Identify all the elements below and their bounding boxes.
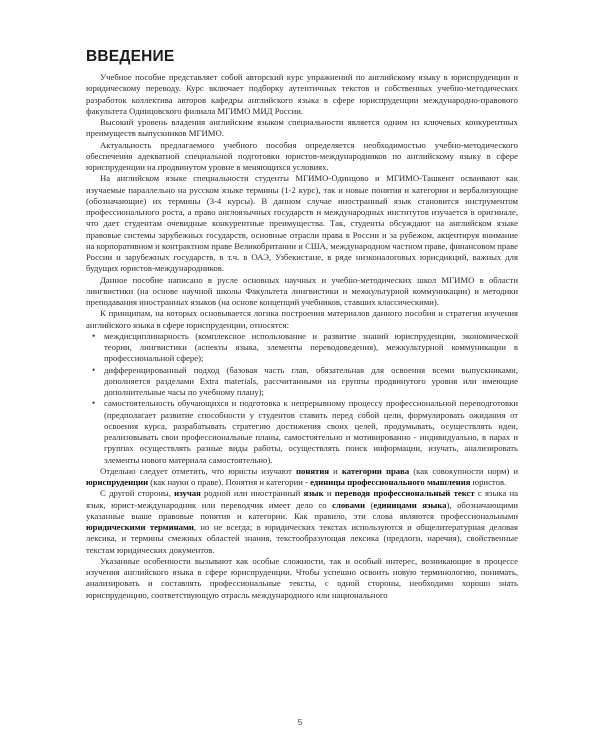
bold-term: юридическими терминами <box>86 522 194 532</box>
bold-term: словами <box>332 499 365 510</box>
bold-term: переводя профессиональный текст <box>334 488 475 499</box>
text-run: , но не всегда; в юридических текстах используются и общелитературная деловая лексика, и термины смежных областей знания, текстообразующая лексика (предлоги, наречия), свойственные текстам юридических документов. <box>86 522 519 555</box>
paragraph: Высокий уровень владения английским языком специальности является одним из ключевых конкурентных преимуществ выпускников МГИМО. <box>86 117 518 139</box>
paragraph: Актуальность предлагаемого учебного пособия определяется необходимостью учебно-методического обеспечения адекватной специальной подготовки юристов-международников по английскому языку в сфере юриспруденции на продвинутом уровне в меняющихся условиях. <box>86 139 518 172</box>
bold-term: изучая <box>174 488 201 499</box>
text-run: юристов. <box>470 477 507 487</box>
paragraph: Указанные особенности вызывают как особые сложности, так и особый интерес, возникающие в процессе изучения английского языка в сфере юриспруденции. Чтобы успешно освоить новую терминологию, понимать, анализировать и составлять профессиональные тексты, с одной стороны, необходимо хорошо знать юриспруденцию, соответствующую отрасль международного или национального <box>86 555 518 600</box>
list-item <box>86 331 518 365</box>
text-run: С другой стороны, <box>100 488 175 499</box>
paragraph <box>86 488 518 556</box>
text-run: (как науки о праве). Понятия и категории - <box>148 477 311 487</box>
list-item <box>86 398 518 466</box>
bold-term: юриспруденции <box>86 477 149 487</box>
text-run: с языка на язык, юрист-международник или переводчик имеет дело со <box>86 488 519 510</box>
list-item-text: дифференцированный подход (базовая часть глав, обязательная для освоения всеми выпускниками, дополняется разделами Extra materials, рассчитанными на группы продвинутого уровня или имеющие дополнительные часы по учебному плану); <box>104 364 518 397</box>
bold-term: единицы профессионального мышления <box>310 477 471 487</box>
bullet-icon: • <box>92 330 96 341</box>
list-item <box>86 365 518 399</box>
paragraph <box>86 466 518 489</box>
list-item-text: самостоятельность обучающихся и подготовка к непрерывному процессу профессиональной переподготовки (предполагает развитие способности у студентов ставить перед собой цели, формулировать ожидания от освоения курса, разрабатывать стратегию достижения своих целей, продумывать, осуществлять идеи, реализовывать свои профессиональные планы, самостоятельно и мотивированно - индивидуально, в парах и группах осуществлять разные виды работы, осуществлять поиск информации, изучать, анализировать элементы нового материала самостоятельно). <box>104 398 518 465</box>
paragraph: Данное пособие написано в русле основных научных и учебно-методических школ МГИМО в области лингвистики (на основе научной школы Факультета лингвистики и межкультурной коммуникации) и методики преподавания иностранных языков (на основе концепций учебников, ставших классическими). <box>86 274 518 307</box>
text-run: ( <box>364 499 374 510</box>
paragraph: Учебное пособие представляет собой авторский курс упражнений по английскому языку в юриспруденции и юридическому переводу. Курс включает подборку аутентичных текстов и собственных учебно-методических разработок коллектива авторов кафедры английского языка в сфере юриспруденции международно-правового факультета Одинцовского филиала МГИМО МИД России. <box>86 72 518 116</box>
paragraph: К принципам, на которых основывается логика построения материалов данного пособия и стратегия изучения английского языка в сфере юриспруденции, относятся: <box>86 308 518 330</box>
list-item-text: междисциплинарность (комплексное использование и развитие знаний юриспруденции, экономической теории, лингвистики (аспекты языка, элементы переводоведения), межкультурной коммуникации в профессиональной сфере); <box>104 330 518 364</box>
bold-term: единицами языка <box>373 499 447 510</box>
text-run: ), обозначающими указанные выше правовые понятия и категории. Как правило, эти слова являются профессиональными <box>86 499 518 521</box>
text-run: и <box>323 488 335 499</box>
bold-term: понятия <box>296 465 330 476</box>
text-run: и <box>329 465 342 476</box>
text-run: Отдельно следует отметить, что юристы изучают <box>100 465 296 476</box>
page-number: 5 <box>297 718 303 727</box>
bold-term: категории права <box>341 465 410 476</box>
text-run: (как совокупности норм) и <box>409 465 518 476</box>
bullet-icon: • <box>92 398 96 409</box>
page-title: ВВЕДЕНИЕ <box>86 48 175 65</box>
bullet-icon: • <box>92 364 96 375</box>
body-text <box>86 72 518 601</box>
principles-list <box>86 331 518 466</box>
text-run: родной или иностранный <box>200 488 304 499</box>
bold-term: язык <box>303 488 324 499</box>
paragraph: На английском языке специальности студенты МГИМО-Одинцово и МГИМО-Ташкент осваивают как изучаемые параллельно на русском языке термины (1-2 курс), так и новые понятия и категории и вербализующие (обозначающие) их термины (3-4 курсы). В данном случае иностранный язык становится инструментом профессионального роста, а право англоязычных государств и международных институтов изучается в оригинале, что дает студентам очевидные конкурентные преимущества. Так, студенты обсуждают на английском языке правовые системы зарубежных государств, основные отрасли права в России и за рубежом, акцентируя внимание на корпоративном и контрактном праве Великобритании и США, международном частном праве, финансовом праве России и зарубежных государств, в т.ч. в ОАЭ, Узбекистане, в ряде низконалоговых юрисдикций, важных для будущих юристов-международников. <box>86 173 518 274</box>
